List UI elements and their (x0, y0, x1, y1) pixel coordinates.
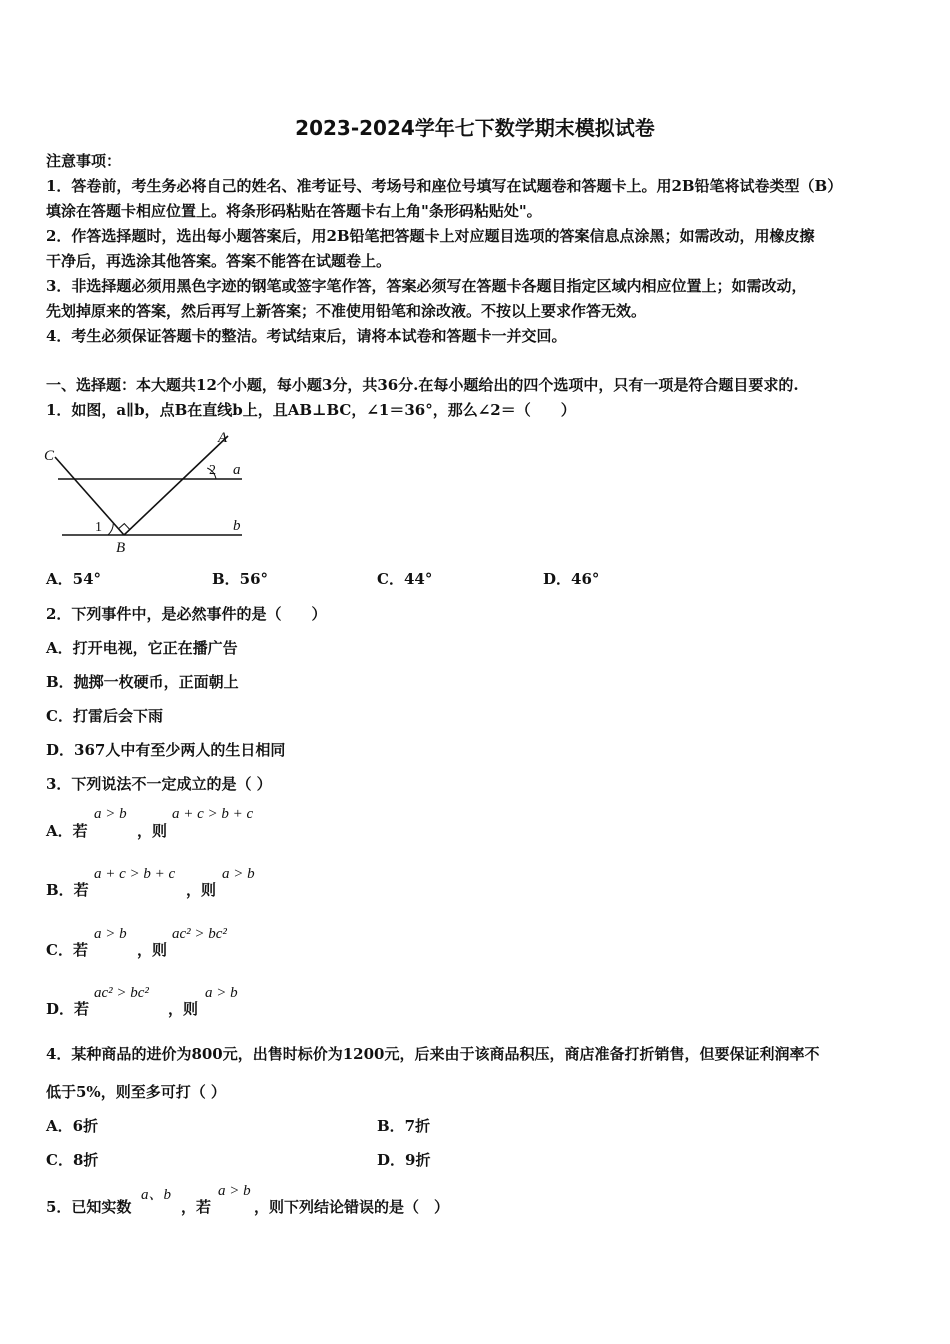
q3-option-d-condition: ac² > bc² (94, 985, 149, 1001)
label-A: A (218, 430, 228, 446)
label-angle-1: 1 (95, 520, 102, 535)
q4-option-a: A．6折 (46, 1117, 99, 1135)
q2-option-b: B．抛掷一枚硬币，正面朝上 (46, 673, 239, 691)
q3-option-b-result: a > b (222, 866, 255, 882)
q4-option-d: D．9折 (377, 1151, 431, 1169)
q3-option-c-result: ac² > bc² (172, 926, 227, 942)
q3-option-b-label: B．若 (46, 881, 89, 899)
q4-option-c: C．8折 (46, 1151, 99, 1169)
q3-option-a-then: ，则 (137, 822, 168, 840)
label-angle-2: 2 (209, 463, 216, 478)
q1-option-a: A．54° (46, 570, 102, 588)
notes-line: 3．非选择题必须用黑色字迹的钢笔或签字笔作答，答案必须写在答题卡各题目指定区域内相应位置上；如需改动， (46, 277, 807, 295)
question-5-mid: ，若 (181, 1198, 212, 1216)
section-heading: 一、选择题：本大题共12个小题，每小题3分，共36分.在每小题给出的四个选项中，只有一项是符合题目要求的. (46, 376, 799, 394)
q3-option-a-label: A．若 (46, 822, 88, 840)
question-5-variables: a、b (141, 1187, 172, 1203)
right-angle-mark (119, 524, 130, 535)
label-B: B (116, 540, 126, 556)
q3-option-d-result: a > b (205, 985, 238, 1001)
q4-option-b: B．7折 (377, 1117, 431, 1135)
question-2-stem: 2．下列事件中，是必然事件的是（ ） (46, 605, 327, 623)
question-3-stem: 3．下列说法不一定成立的是（ ） (46, 775, 272, 793)
label-b: b (233, 518, 241, 534)
label-a: a (233, 462, 241, 478)
q3-option-a-condition: a > b (94, 806, 127, 822)
question-1-stem: 1．如图，a∥b，点B在直线b上，且AB⊥BC，∠1＝36°，那么∠2＝（ ） (46, 401, 576, 419)
q1-option-d: D．46° (543, 570, 600, 588)
question-4-stem-line-1: 4．某种商品的进价为800元，出售时标价为1200元，后来由于该商品积压，商店准备打折销售，但要保证利润率不 (46, 1045, 820, 1063)
q2-option-c: C．打雷后会下雨 (46, 707, 163, 725)
q1-option-c: C．44° (377, 570, 433, 588)
notes-line: 1．答卷前，考生务必将自己的姓名、准考证号、考场号和座位号填写在试题卷和答题卡上。用2B铅笔将试卷类型（B） (46, 177, 843, 195)
q3-option-a-result: a + c > b + c (172, 806, 254, 822)
question-1-figure (40, 424, 250, 559)
question-4-stem-line-2: 低于5%，则至多可打（ ） (46, 1083, 226, 1101)
page-title: 2023-2024学年七下数学期末模拟试卷 (295, 116, 655, 140)
q2-option-d: D．367人中有至少两人的生日相同 (46, 741, 286, 759)
q3-option-b-condition: a + c > b + c (94, 866, 176, 882)
question-5-condition: a > b (218, 1183, 251, 1199)
label-C: C (44, 448, 55, 464)
notes-line: 干净后，再选涂其他答案。答案不能答在试题卷上。 (46, 252, 392, 270)
segment-ba (124, 436, 228, 535)
q2-option-a: A．打开电视，它正在播广告 (46, 639, 238, 657)
q3-option-c-then: ，则 (137, 941, 168, 959)
notes-line: 先划掉原来的答案，然后再写上新答案；不准使用铅笔和涂改液。不按以上要求作答无效。 (46, 302, 647, 320)
notes-line: 2．作答选择题时，选出每小题答案后，用2B铅笔把答题卡上对应题目选项的答案信息点涂黑；如需改动，用橡皮擦 (46, 227, 815, 245)
segment-bc (55, 457, 124, 535)
notes-line: 4．考生必须保证答题卡的整洁。考试结束后，请将本试卷和答题卡一并交回。 (46, 327, 567, 345)
q1-option-b: B．56° (212, 570, 269, 588)
angle-1-arc (108, 523, 113, 535)
question-5-prefix: 5．已知实数 (46, 1198, 132, 1216)
notes-heading: 注意事项： (46, 152, 122, 170)
q3-option-c-condition: a > b (94, 926, 127, 942)
q3-option-b-then: ，则 (186, 881, 217, 899)
notes-line: 填涂在答题卡相应位置上。将条形码粘贴在答题卡右上角"条形码粘贴处"。 (46, 202, 542, 220)
q3-option-d-then: ，则 (168, 1000, 199, 1018)
q3-option-c-label: C．若 (46, 941, 88, 959)
question-5-suffix: ，则下列结论错误的是（ ） (254, 1198, 450, 1216)
q3-option-d-label: D．若 (46, 1000, 90, 1018)
